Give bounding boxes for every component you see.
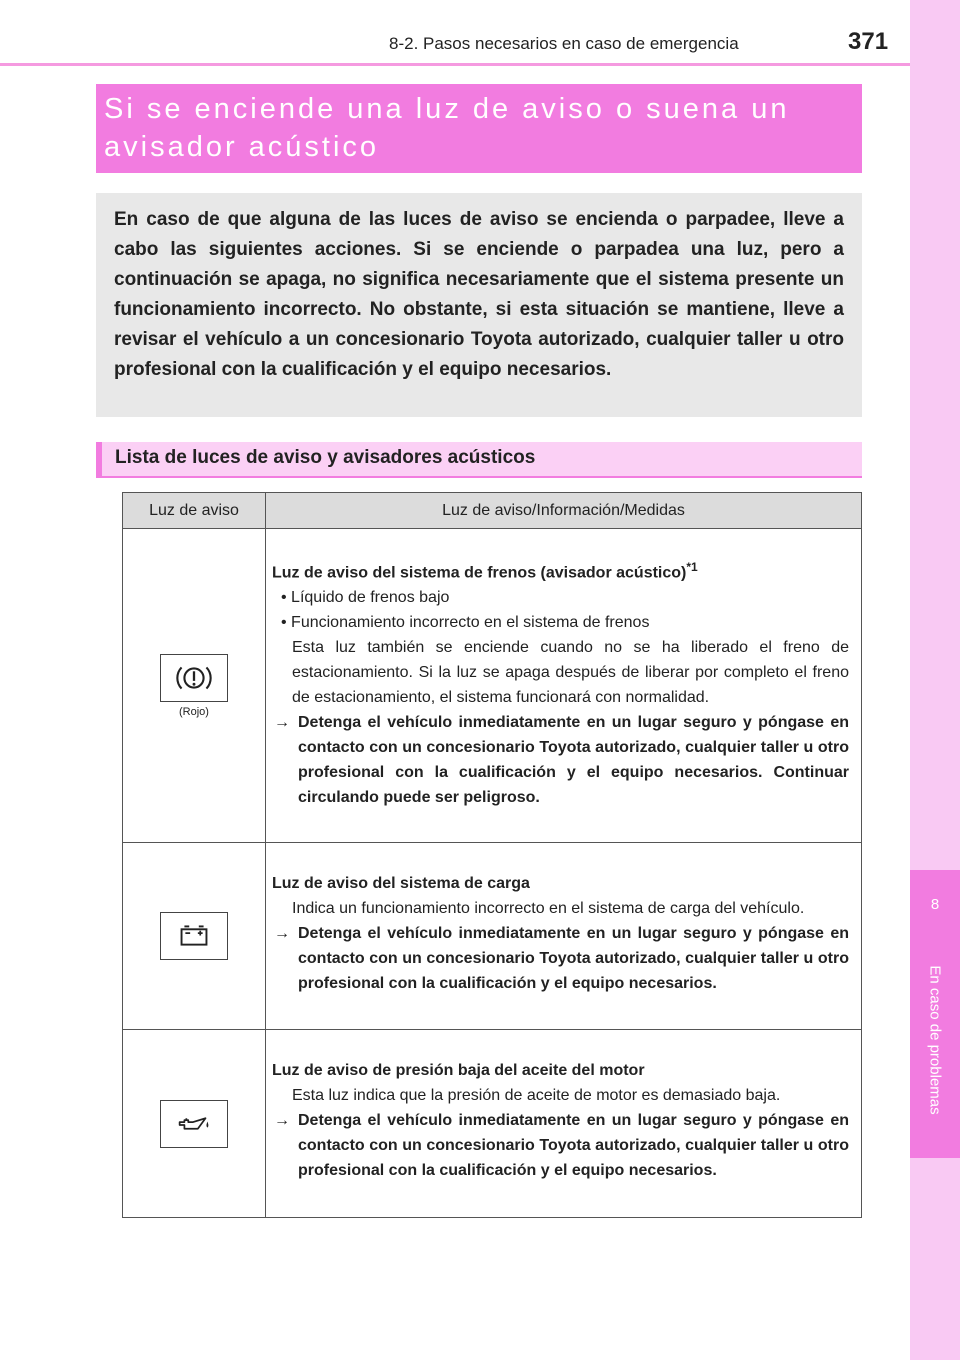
light-title: Luz de aviso de presión baja del aceite del motor — [272, 1062, 645, 1079]
light-note: Esta luz indica que la presión de aceite de motor es demasiado baja. — [292, 1087, 781, 1104]
light-info-cell — [266, 1030, 862, 1218]
section-title: 8-2. Pasos necesarios en caso de emergencia — [389, 34, 739, 53]
chapter-number: 8 — [930, 896, 940, 913]
light-icon-cell — [123, 1030, 266, 1218]
battery-icon — [160, 912, 228, 960]
light-title: Luz de aviso del sistema de carga — [272, 874, 530, 892]
title-banner — [96, 84, 862, 173]
light-icon-cell — [123, 843, 266, 1030]
light-bullet: • Funcionamiento incorrecto en el sistema de frenos — [272, 610, 849, 635]
table-header-row — [123, 493, 862, 529]
light-note: Esta luz también se enciende cuando no se ha liberado el freno de estacionamiento. Si la luz se apaga después de liberar por completo el freno de estacionamiento, el sistema funcionará con normalidad. — [292, 639, 849, 707]
chapter-title: En caso de problemas — [926, 965, 944, 1115]
brake-warning-icon — [160, 654, 228, 702]
intro-box — [96, 193, 862, 417]
subheading-bar — [96, 442, 862, 478]
oil-pressure-icon — [160, 1100, 228, 1148]
intro-text: En caso de que alguna de las luces de aviso se encienda o parpadee, lleve a cabo las siguientes acciones. Si se enciende o parpadea una luz, pero a continuación se apaga, no significa necesariamente que el sistema presente un funcionamiento incorrecto. No obstante, si esta situación se mantiene, lleve a revisar el vehículo a un concesionario Toyota autorizado, cualquier taller u otro profesional con la cualificación y el equipo necesarios. — [114, 209, 844, 380]
arrow-icon: → — [274, 924, 290, 942]
light-info-cell — [266, 529, 862, 843]
page-heading: Si se enciende una luz de aviso o suena un avisador acústico — [104, 93, 790, 163]
table-row — [123, 843, 862, 1030]
light-icon-cell — [123, 529, 266, 843]
page-number: 371 — [848, 28, 889, 55]
light-action: → Detenga el vehículo inmediatamente en un lugar seguro y póngase en contacto con un concesionario Toyota autorizado, cualquier taller u otro profesional con la cualificación y el equipo necesarios. — [272, 1108, 849, 1183]
subheading-title: Lista de luces de aviso y avisadores acústicos — [115, 447, 536, 468]
header-divider — [0, 63, 910, 66]
light-title: Luz de aviso del sistema de frenos (avisador acústico)$^{*1}$ — [272, 559, 698, 582]
light-color-caption: (Rojo) — [179, 705, 209, 718]
footnote-marker: *1 — [686, 559, 698, 574]
column-header-info: Luz de aviso/Información/Medidas — [266, 493, 862, 529]
arrow-icon: → — [274, 1112, 290, 1129]
light-info-cell — [266, 843, 862, 1030]
warning-lights-table — [122, 492, 862, 1218]
light-action: → Detenga el vehículo inmediatamente en un lugar seguro y póngase en contacto con un concesionario Toyota autorizado, cualquier taller u otro profesional con la cualificación y el equipo necesarios. Continuar circulando puede ser peligroso. — [272, 710, 849, 810]
light-bullet: • Líquido de frenos bajo — [272, 585, 849, 610]
table-row — [123, 1030, 862, 1218]
column-header-light: Luz de aviso — [123, 493, 266, 529]
light-action: → Detenga el vehículo inmediatamente en un lugar seguro y póngase en contacto con un concesionario Toyota autorizado, cualquier taller u otro profesional con la cualificación y el equipo necesarios. — [272, 921, 849, 996]
light-note: Indica un funcionamiento incorrecto en el sistema de carga del vehículo. — [292, 899, 805, 917]
table-row — [123, 529, 862, 843]
arrow-icon: → — [274, 714, 290, 732]
